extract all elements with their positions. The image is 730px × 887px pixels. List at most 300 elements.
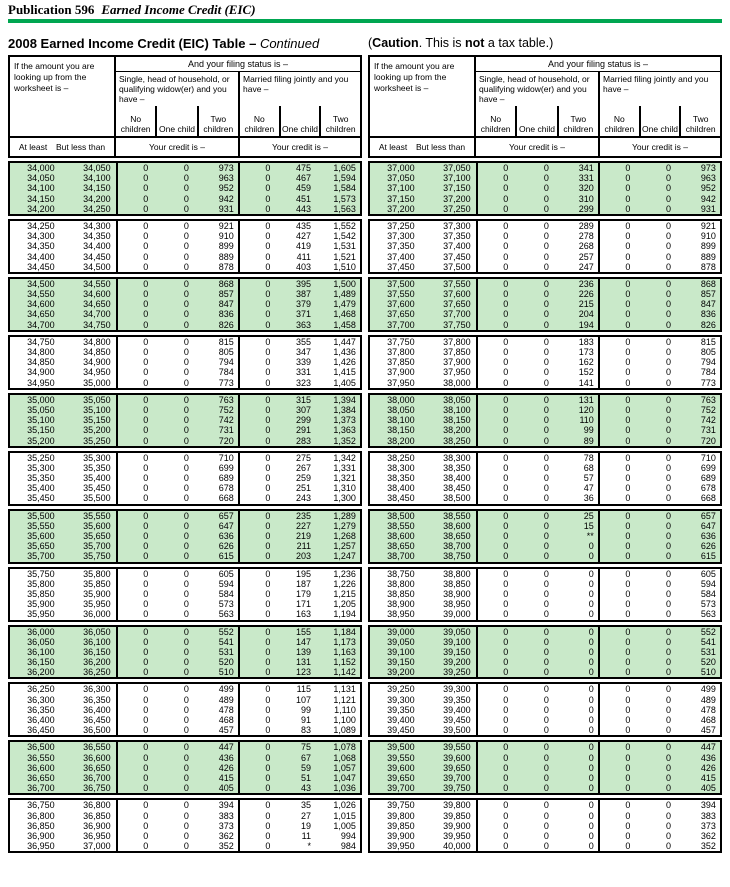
- credit-cell: 475: [295, 163, 311, 173]
- amount-cell: 34,950: [83, 367, 111, 378]
- credit-cell: 0: [116, 241, 157, 251]
- credit-cell: 0: [116, 569, 157, 579]
- credit-cell: 1,310: [333, 483, 356, 494]
- amount-cell: 36,150: [83, 646, 111, 657]
- credit-cell: 910: [218, 231, 234, 242]
- amount-cell: 39,650: [387, 772, 415, 783]
- credit-cell: 910: [700, 231, 716, 242]
- credit-cell: 0: [116, 763, 157, 773]
- table-row: [370, 627, 720, 637]
- credit-cell: 120: [578, 404, 594, 415]
- credit-cell: 0: [543, 394, 549, 405]
- credit-cell: 1,131: [333, 684, 356, 695]
- credit-cell: 0: [238, 627, 279, 637]
- credit-cell: 847: [700, 299, 716, 310]
- table-row: [10, 695, 360, 705]
- amount-cell: 34,850: [83, 347, 111, 357]
- amount-cell: 38,850: [443, 578, 471, 589]
- table-row: [370, 531, 720, 541]
- credit-cell: 0: [116, 405, 157, 415]
- table-row: [10, 715, 360, 725]
- credit-cell: 573: [700, 599, 716, 610]
- table-row: [370, 231, 720, 241]
- children-subheader: [600, 106, 720, 136]
- credit-cell: 0: [476, 531, 517, 541]
- amount-cell: 39,100: [443, 636, 471, 647]
- credit-cell: 0: [238, 599, 279, 609]
- credit-cell: 75: [300, 742, 311, 753]
- credit-cell: 0: [183, 626, 189, 637]
- credit-cell: 0: [476, 521, 517, 531]
- amount-cell: 35,050: [83, 394, 111, 405]
- table-row: [10, 405, 360, 415]
- credit-cell: 0: [238, 715, 279, 725]
- credit-cell: 0: [598, 252, 639, 262]
- one-child-header: One child: [279, 106, 322, 136]
- credit-cell: 0: [238, 231, 279, 241]
- table-row: [10, 483, 360, 493]
- credit-cell: 1,510: [333, 261, 356, 272]
- table-row: [10, 163, 360, 173]
- credit-cell: 0: [476, 742, 517, 752]
- credit-cell: 0: [116, 493, 157, 503]
- credit-cell: 0: [665, 367, 671, 378]
- credit-cell: 731: [700, 425, 716, 436]
- amount-cell: 36,400: [83, 704, 111, 715]
- table-row: [10, 279, 360, 289]
- credit-cell: 1,415: [333, 367, 356, 378]
- credit-cell: 0: [665, 452, 671, 463]
- credit-cell: 0: [543, 289, 549, 300]
- credit-cell: 268: [578, 241, 594, 252]
- credit-cell: 0: [183, 203, 189, 214]
- credit-cell: 0: [476, 183, 517, 193]
- credit-cell: 1,373: [333, 415, 356, 426]
- credit-cell: 878: [218, 261, 234, 272]
- credit-cell: 0: [238, 299, 279, 309]
- credit-cell: 478: [700, 704, 716, 715]
- credit-cell: 0: [238, 589, 279, 599]
- credit-cell: 0: [543, 452, 549, 463]
- amount-cell: 37,800: [387, 347, 415, 357]
- amount-cell: 39,900: [443, 820, 471, 831]
- credit-cell: 0: [183, 568, 189, 579]
- amount-cell: 37,450: [443, 251, 471, 262]
- credit-cell: 0: [598, 609, 639, 619]
- amount-cell: 36,200: [83, 657, 111, 668]
- your-credit-header-married: Your credit is –: [598, 136, 720, 156]
- credit-cell: 259: [295, 473, 311, 484]
- amount-cell: 34,400: [27, 251, 55, 262]
- row-group: [368, 393, 722, 448]
- credit-cell: 0: [116, 551, 157, 561]
- amount-cell: 37,450: [387, 261, 415, 272]
- table-row: [10, 378, 360, 388]
- credit-cell: 1,384: [333, 404, 356, 415]
- amount-cell: 38,600: [387, 531, 415, 541]
- credit-cell: 0: [665, 657, 671, 668]
- credit-cell: 0: [476, 609, 517, 619]
- credit-cell: 219: [295, 531, 311, 541]
- table-row: [370, 367, 720, 377]
- credit-cell: 0: [183, 657, 189, 668]
- credit-cell: 0: [238, 163, 279, 173]
- credit-cell: 15: [583, 520, 594, 531]
- credit-cell: 0: [116, 753, 157, 763]
- amount-cell: 37,300: [387, 231, 415, 242]
- table-row: [10, 599, 360, 609]
- table-row: [370, 800, 720, 810]
- children-subheader: [116, 106, 238, 136]
- credit-cell: 0: [543, 541, 549, 552]
- amount-cell: 36,700: [27, 783, 55, 794]
- credit-cell: 363: [295, 319, 311, 330]
- table-row: [370, 194, 720, 204]
- amount-cell: 37,650: [387, 309, 415, 320]
- credit-cell: 0: [476, 579, 517, 589]
- credit-cell: 0: [476, 173, 517, 183]
- credit-cell: 0: [183, 578, 189, 589]
- amount-cell: 36,650: [27, 772, 55, 783]
- credit-cell: 0: [598, 289, 639, 299]
- credit-cell: 89: [583, 435, 594, 446]
- credit-cell: 0: [665, 173, 671, 184]
- credit-cell: 836: [218, 309, 234, 320]
- credit-cell: 0: [665, 319, 671, 330]
- credit-cell: 0: [598, 684, 639, 694]
- credit-cell: 0: [543, 820, 549, 831]
- amount-cell: 34,700: [83, 309, 111, 320]
- amount-cell: 37,950: [443, 367, 471, 378]
- amount-cell: 34,450: [83, 251, 111, 262]
- credit-cell: 0: [665, 473, 671, 484]
- credit-cell: 1,152: [333, 657, 356, 668]
- credit-cell: 0: [238, 279, 279, 289]
- credit-cell: 0: [238, 521, 279, 531]
- credit-cell: 1,047: [333, 772, 356, 783]
- credit-cell: 1,226: [333, 578, 356, 589]
- credit-cell: 0: [598, 753, 639, 763]
- credit-cell: 973: [218, 163, 234, 173]
- table-row: [10, 337, 360, 347]
- credit-cell: 0: [665, 377, 671, 388]
- amount-cell: 35,200: [83, 425, 111, 436]
- amount-cell: 35,800: [27, 578, 55, 589]
- credit-cell: 1,405: [333, 377, 356, 388]
- credit-cell: 605: [700, 568, 716, 579]
- credit-cell: 0: [238, 783, 279, 793]
- credit-cell: 0: [116, 463, 157, 473]
- table-row: [10, 453, 360, 463]
- credit-cell: 0: [183, 163, 189, 173]
- credit-cell: 0: [543, 404, 549, 415]
- credit-cell: 0: [476, 357, 517, 367]
- credit-cell: 0: [598, 473, 639, 483]
- credit-cell: 0: [598, 647, 639, 657]
- credit-cell: 0: [665, 347, 671, 357]
- credit-cell: 1,468: [333, 309, 356, 320]
- table-row: [10, 425, 360, 435]
- table-row: [10, 347, 360, 357]
- credit-cell: 531: [218, 646, 234, 657]
- credit-cell: 395: [295, 278, 311, 289]
- table-row: [370, 725, 720, 735]
- credit-cell: 78: [583, 452, 594, 463]
- credit-cell: 0: [238, 831, 279, 841]
- lookup-amount-header: If the amount you are looking up from the worksheet is –: [370, 57, 476, 136]
- credit-cell: 289: [578, 220, 594, 231]
- amount-cell: 38,900: [443, 588, 471, 599]
- credit-cell: 405: [218, 783, 234, 794]
- credit-cell: 0: [476, 262, 517, 272]
- amount-cell: 37,000: [83, 841, 111, 852]
- amount-cell: 34,750: [27, 336, 55, 347]
- credit-cell: 0: [588, 568, 594, 579]
- amount-cell: 34,150: [27, 193, 55, 204]
- credit-cell: 123: [295, 667, 311, 678]
- credit-cell: 457: [700, 725, 716, 736]
- amount-cell: 39,700: [443, 772, 471, 783]
- credit-cell: 0: [598, 194, 639, 204]
- amount-cell: 39,000: [387, 626, 415, 637]
- amount-cell: 35,950: [83, 599, 111, 610]
- credit-cell: 0: [543, 241, 549, 252]
- amount-cell: 35,750: [27, 568, 55, 579]
- amount-cell: 34,500: [83, 261, 111, 272]
- credit-cell: 889: [218, 251, 234, 262]
- table-row: [370, 173, 720, 183]
- eic-table-right: [368, 55, 722, 853]
- credit-cell: 889: [700, 251, 716, 262]
- credit-cell: 251: [295, 483, 311, 494]
- credit-cell: 0: [598, 221, 639, 231]
- credit-cell: 0: [238, 289, 279, 299]
- table-row: [370, 569, 720, 579]
- amount-cell: 34,650: [27, 309, 55, 320]
- credit-cell: 541: [218, 636, 234, 647]
- credit-cell: 942: [700, 193, 716, 204]
- credit-cell: 0: [543, 183, 549, 194]
- amount-cell: 36,350: [83, 694, 111, 705]
- credit-cell: 0: [598, 483, 639, 493]
- eic-table-left: [8, 55, 362, 853]
- credit-cell: 0: [116, 415, 157, 425]
- credit-cell: 435: [295, 220, 311, 231]
- credit-cell: 0: [543, 367, 549, 378]
- credit-cell: 1,300: [333, 493, 356, 504]
- credit-cell: 0: [238, 378, 279, 388]
- credit-cell: 0: [183, 347, 189, 357]
- credit-cell: 0: [116, 194, 157, 204]
- credit-cell: 0: [183, 551, 189, 562]
- amount-cell: 38,100: [387, 415, 415, 426]
- credit-cell: 0: [238, 579, 279, 589]
- credit-cell: 0: [543, 173, 549, 184]
- table-row: [370, 811, 720, 821]
- credit-cell: 0: [598, 395, 639, 405]
- amount-cell: 38,150: [387, 425, 415, 436]
- amount-cell: 39,550: [443, 742, 471, 753]
- married-status-label: Married filing jointly and you have –: [243, 74, 349, 95]
- amount-cell: 40,000: [443, 841, 471, 852]
- row-group: [8, 335, 362, 390]
- amount-cell: 39,300: [387, 694, 415, 705]
- credit-cell: 0: [116, 231, 157, 241]
- credit-cell: 1,279: [333, 520, 356, 531]
- table-row: [10, 357, 360, 367]
- credit-cell: 0: [116, 831, 157, 841]
- credit-cell: 752: [700, 404, 716, 415]
- credit-cell: 0: [476, 667, 517, 677]
- credit-cell: 0: [116, 183, 157, 193]
- amount-cell: 37,350: [443, 231, 471, 242]
- amount-cell: 34,500: [27, 278, 55, 289]
- table-row: [370, 579, 720, 589]
- amount-cell: 34,050: [27, 173, 55, 184]
- credit-cell: 0: [543, 425, 549, 436]
- table-row: [10, 609, 360, 619]
- credit-cell: 194: [578, 319, 594, 330]
- credit-cell: 0: [543, 636, 549, 647]
- row-group: [8, 682, 362, 737]
- credit-cell: 899: [218, 241, 234, 252]
- amount-cell: 35,500: [27, 510, 55, 521]
- amount-cell: 37,850: [387, 357, 415, 368]
- credit-cell: 0: [476, 194, 517, 204]
- credit-cell: 0: [238, 337, 279, 347]
- amount-cell: 38,650: [387, 541, 415, 552]
- amount-cell: 34,050: [83, 163, 111, 173]
- amount-cell: 39,900: [387, 830, 415, 841]
- amount-cell: 38,400: [443, 473, 471, 484]
- credit-cell: 1,331: [333, 462, 356, 473]
- credit-cell: 0: [238, 221, 279, 231]
- credit-cell: 0: [665, 435, 671, 446]
- credit-cell: 0: [116, 684, 157, 694]
- credit-cell: 0: [116, 800, 157, 810]
- amount-cell: 35,750: [83, 551, 111, 562]
- credit-cell: 215: [578, 299, 594, 310]
- table-row: [10, 725, 360, 735]
- amount-cell: 38,350: [443, 462, 471, 473]
- credit-cell: 0: [665, 636, 671, 647]
- credit-cell: 0: [476, 395, 517, 405]
- credit-cell: 0: [665, 541, 671, 552]
- credit-cell: 1,142: [333, 667, 356, 678]
- credit-cell: 678: [700, 483, 716, 494]
- married-status-header: [598, 72, 720, 136]
- credit-cell: 0: [476, 599, 517, 609]
- two-children-header: Two children: [685, 114, 716, 134]
- credit-cell: 0: [116, 357, 157, 367]
- table-title-main: 2008 Earned Income Credit (EIC) Table: [8, 36, 246, 51]
- credit-cell: 0: [476, 541, 517, 551]
- credit-cell: 668: [218, 493, 234, 504]
- credit-cell: 0: [183, 415, 189, 426]
- table-row: [370, 252, 720, 262]
- credit-cell: 931: [218, 203, 234, 214]
- credit-cell: 0: [543, 510, 549, 521]
- credit-cell: 0: [116, 841, 157, 851]
- amount-cell: 36,900: [27, 830, 55, 841]
- credit-cell: 443: [295, 203, 311, 214]
- credit-cell: 0: [543, 715, 549, 725]
- table-body: [368, 161, 722, 853]
- credit-cell: 0: [116, 289, 157, 299]
- amount-cell: 35,950: [27, 609, 55, 620]
- credit-cell: 720: [700, 435, 716, 446]
- row-group: [8, 451, 362, 506]
- credit-cell: 0: [598, 551, 639, 561]
- credit-cell: 0: [543, 251, 549, 262]
- credit-cell: 636: [218, 531, 234, 541]
- credit-cell: 310: [578, 193, 594, 204]
- credit-cell: 1,100: [333, 715, 356, 725]
- credit-cell: 1,394: [333, 394, 356, 405]
- credit-cell: 0: [183, 800, 189, 811]
- table-row: [10, 262, 360, 272]
- table-row: [370, 436, 720, 446]
- table-row: [370, 647, 720, 657]
- credit-cell: 0: [116, 483, 157, 493]
- table-row: [370, 551, 720, 561]
- table-row: [10, 473, 360, 483]
- credit-cell: 0: [543, 415, 549, 426]
- table-row: [10, 309, 360, 319]
- credit-cell: 794: [700, 357, 716, 368]
- credit-cell: 794: [218, 357, 234, 368]
- credit-cell: 0: [665, 568, 671, 579]
- amount-cell: 38,700: [387, 551, 415, 562]
- credit-cell: 1,500: [333, 278, 356, 289]
- caution-open: (: [368, 36, 373, 50]
- credit-cell: 0: [543, 347, 549, 357]
- credit-cell: 0: [665, 830, 671, 841]
- credit-cell: 0: [238, 753, 279, 763]
- credit-cell: 0: [588, 820, 594, 831]
- credit-cell: 805: [218, 347, 234, 357]
- table-row: [10, 783, 360, 793]
- amount-cell: 38,250: [443, 435, 471, 446]
- credit-cell: 0: [598, 173, 639, 183]
- amount-cell: 36,400: [27, 715, 55, 725]
- table-row: [370, 589, 720, 599]
- credit-cell: 0: [238, 436, 279, 446]
- amount-cell: 37,550: [387, 289, 415, 300]
- amount-cell: 37,000: [387, 163, 415, 173]
- amount-cell: 36,500: [27, 742, 55, 753]
- credit-cell: 0: [543, 762, 549, 773]
- credit-cell: 0: [543, 752, 549, 763]
- amount-cell: 35,100: [83, 404, 111, 415]
- credit-cell: 0: [665, 783, 671, 794]
- amount-cell: 39,450: [387, 725, 415, 736]
- table-row: [10, 194, 360, 204]
- credit-cell: 0: [116, 599, 157, 609]
- credit-cell: 0: [665, 551, 671, 562]
- credit-cell: 0: [183, 752, 189, 763]
- credit-cell: 1,268: [333, 531, 356, 541]
- credit-cell: 0: [183, 452, 189, 463]
- credit-cell: 331: [295, 367, 311, 378]
- amount-cell: 36,600: [83, 752, 111, 763]
- row-group: [368, 161, 722, 216]
- amount-cell: 39,450: [443, 715, 471, 725]
- amount-cell: 35,300: [83, 452, 111, 463]
- credit-cell: 451: [295, 193, 311, 204]
- amount-cell: 35,050: [27, 404, 55, 415]
- caution-mid: . This is: [418, 36, 466, 50]
